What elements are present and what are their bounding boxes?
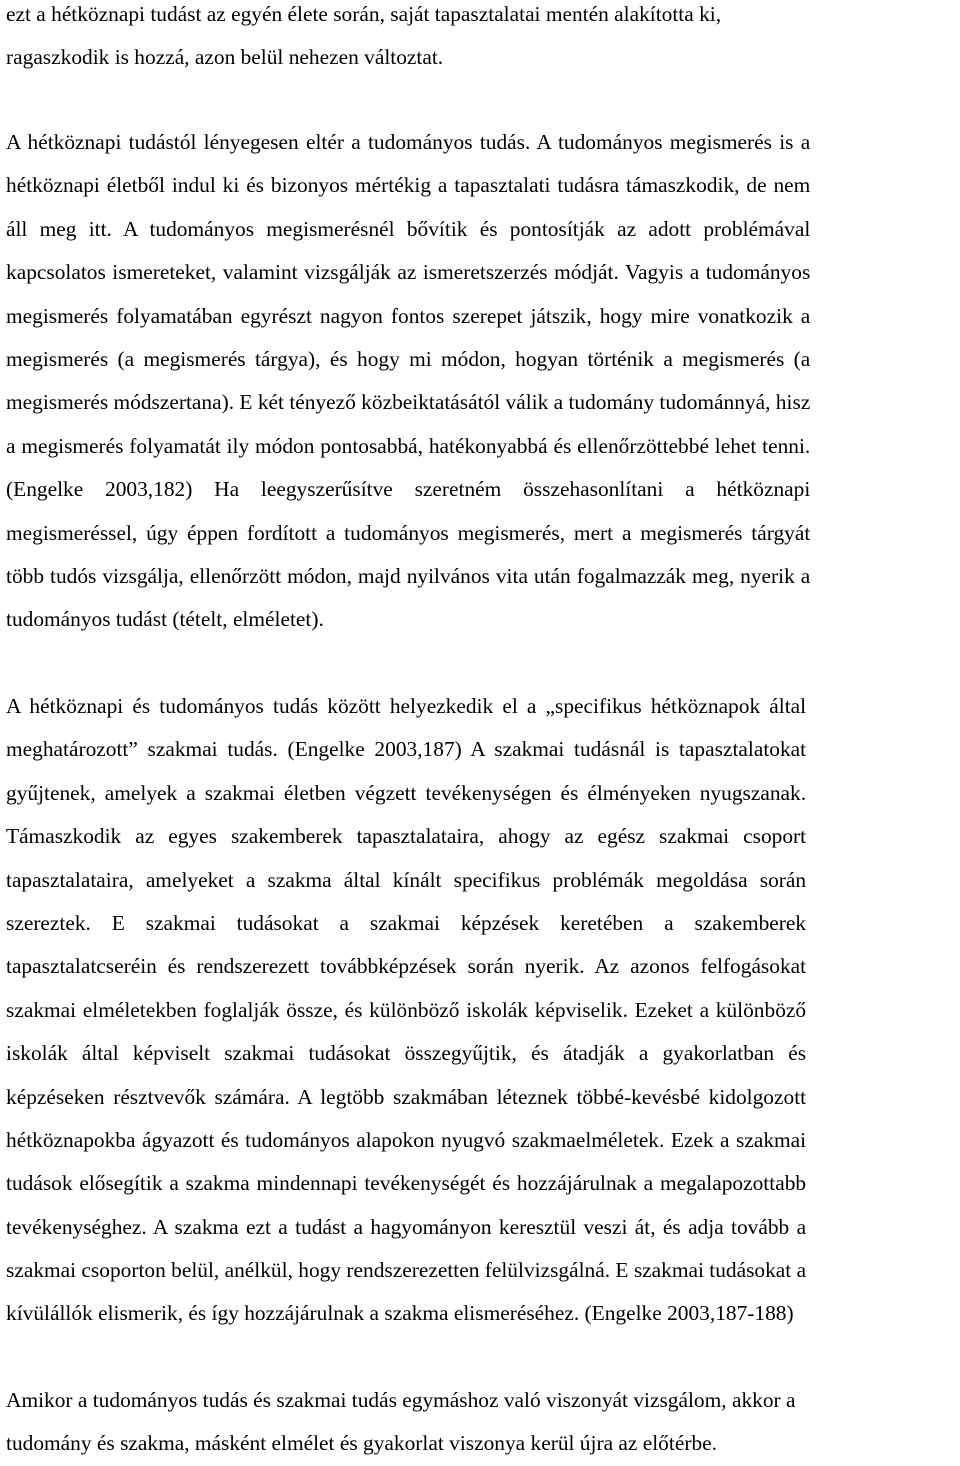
text-line: ragaszkodik is hozzá, azon belül nehezen változtat. (6, 45, 444, 70)
text-line: szakmai csoporton belül, anélkül, hogy rendszerezetten felülvizsgálná. E szakmai tudásokat a (6, 1258, 807, 1283)
text-line: tudások elősegítik a szakma mindennapi tevékenységét és hozzájárulnak a megalapozottabb (6, 1171, 807, 1196)
text-line: a megismerés folyamatát ily módon pontosabbá, hatékonyabbá és ellenőrzöttebbé lehet tenni. (6, 433, 811, 458)
text-line: Támaszkodik az egyes szakemberek tapasztalataira, ahogy az egész szakmai csoport (6, 824, 807, 849)
text-line: szakmai elméletekben foglalják össze, és különböző iskolák képviselik. Ezeket a különböző (6, 997, 807, 1022)
text-line: ezt a hétköznapi tudást az egyén élete során, saját tapasztalatai mentén alakította ki, (6, 2, 722, 26)
text-line: több tudós vizsgálja, ellenőrzött módon, majd nyilvános vita után fogalmazzák meg, nyerik a (6, 563, 811, 588)
text-line: hétköznapi életből indul ki és bizonyos mértékig a tapasztalati tudásra támaszkodik, de nem (6, 173, 811, 198)
text-line: iskolák által képviselt szakmai tudásokat összegyűjtik, és átadják a gyakorlatban és (6, 1041, 807, 1066)
text-line: Amikor a tudományos tudás és szakmai tudás egymáshoz való viszonyát vizsgálom, akkor a (6, 1388, 796, 1412)
text-line: tudományos tudást (tételt, elméletet). (6, 607, 324, 632)
text-line: megismeréssel, úgy éppen fordított a tudományos megismerés, mert a megismerés tárgyát (6, 520, 811, 545)
text-line: áll meg itt. A tudományos megismerésnél bővítik és pontosítják az adott problémával (6, 216, 811, 241)
paragraph-professional-knowledge (6, 685, 806, 1336)
text-line: megismerés folyamatában egyrészt nagyon fontos szerepet játszik, hogy mire vonatkozik a (6, 303, 811, 328)
text-line: A hétköznapi tudástól lényegesen eltér a tudományos tudás. A tudományos megismerés is a (6, 130, 811, 154)
text-line: képzéseken résztvevők számára. A legtöbb szakmában léteznek többé-kevésbé kidolgozott (6, 1084, 807, 1109)
text-line: megismerés (a megismerés tárgya), és hogy mi módon, hogyan történik a megismerés (a (6, 346, 811, 371)
text-line: kívülállók elismerik, és így hozzájárulnak a szakma elismeréséhez. (Engelke 2003,187-188) (6, 1301, 794, 1326)
text-line: kapcsolatos ismereteket, valamint vizsgálják az ismeretszerzés módját. Vagyis a tudományos (6, 260, 811, 285)
text-line: hétköznapokba ágyazott és tudományos alapokon nyugvó szakmaelméletek. Ezek a szakmai (6, 1127, 807, 1152)
paragraph-everyday-knowledge (6, 0, 721, 80)
text-line: (Engelke 2003,182) Ha leegyszerűsítve szeretném összehasonlítani a hétköznapi (6, 477, 811, 502)
text-line: szereztek. E szakmai tudásokat a szakmai képzések keretében a szakemberek (6, 910, 807, 935)
text-line: tevékenységhez. A szakma ezt a tudást a hagyományon keresztül veszi át, és adja tovább a (6, 1214, 807, 1239)
paragraph-scientific-knowledge (6, 121, 810, 642)
text-line: megismerés módszertana). E két tényező közbeiktatásától válik a tudomány tudománnyá, hisz (6, 390, 811, 415)
paragraph-relationship (6, 1379, 796, 1466)
text-line: gyűjtenek, amelyek a szakmai életben végzett tevékenységen és élményeken nyugszanak. (6, 780, 807, 805)
text-line: meghatározott” szakmai tudás. (Engelke 2003,187) A szakmai tudásnál is tapasztalatokat (6, 737, 807, 762)
text-line: tudomány és szakma, másként elmélet és gyakorlat viszonya kerül újra az előtérbe. (6, 1431, 717, 1456)
text-line: A hétköznapi és tudományos tudás között helyezkedik el a „specifikus hétköznapok által (6, 694, 807, 718)
text-line: tapasztalataira, amelyeket a szakma által kínált specifikus problémák megoldása során (6, 867, 807, 892)
text-line: tapasztalatcseréin és rendszerezett továbbképzések során nyerik. Az azonos felfogásokat (6, 954, 807, 979)
